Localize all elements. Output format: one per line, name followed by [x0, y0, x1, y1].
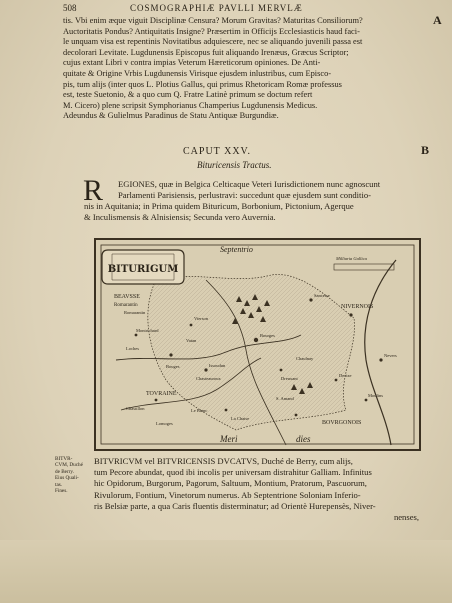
region-label: Milliaria Gallica: [336, 256, 367, 261]
south-label-right: dies: [296, 434, 311, 444]
text-line: tis. Vbi enim æque viguit Disciplinæ Censura? Morum Gravitas? Maturitas Consiliorum?: [63, 16, 363, 25]
margin-note: tas.: [55, 481, 63, 488]
blank-lower-margin: [0, 540, 452, 603]
region-label: Romarantin: [114, 303, 138, 308]
paragraph-bituricum: [94, 456, 419, 523]
text-line: Rivulorum, Fontium, Vinetorum numerus. Ab Septentrione Soloniam Inferio-: [94, 489, 361, 500]
text-line: nis in Aquitania; in Prima quidem Bituricum, Borbonium, Pictonium, Agerque: [84, 201, 354, 211]
margin-letter-b: B: [421, 143, 430, 157]
town-label: Moulins: [368, 393, 384, 398]
text-line: le unquam visa est repentinis Novitatibus adquiescere, nec se aliquando juvenili passa est: [63, 37, 363, 47]
town-label: La Chaise: [231, 416, 250, 421]
town-label: Chasteauroux: [196, 376, 221, 381]
north-label: Septentrio: [220, 245, 253, 254]
margin-note: CVM, Duché: [55, 462, 83, 469]
text-line: quitate & Origine Vrbis Lugdunensis Virisque ejusdem inlustribus, cum Episco-: [63, 68, 332, 78]
text-line: BITVRICVM vel BITVRICENSIS DVCATVS, Duché de Berry, cum alijs,: [94, 456, 353, 466]
town-label: Loches: [126, 346, 139, 351]
town-label: Romarantin: [124, 310, 146, 315]
running-title: COSMOGRAPHIÆ PAVLLI MERVLÆ: [130, 3, 303, 13]
town-label: Nevers: [384, 353, 397, 358]
town-label: Le Blanc: [191, 408, 208, 413]
margin-notes: [55, 456, 91, 494]
margin-note: Fines.: [55, 488, 68, 495]
text-line: pis, tum alijs (inter quos L. Plotius Gallus, qui primus Rhetoricam Romæ professus: [63, 79, 342, 89]
map-drawing: [96, 240, 419, 449]
town-label: Dreuxant: [281, 376, 298, 381]
text-line: cujus extant Libri v contra impias Veterum Hæreticorum opiniones. De Anti-: [63, 58, 321, 68]
text-line: hic Opidorum, Burgorum, Pagorum, Saltuum, Montium, Pratorum, Pascuorum,: [94, 478, 367, 489]
region-label: BEAVSSE: [114, 294, 140, 300]
region-label: BOVRGONOIS: [322, 420, 362, 426]
town-label: Vierson: [194, 316, 208, 321]
town-label: Decize: [339, 373, 352, 378]
text-line: decolorari Levitate. Lugdunensis Episcopus fuit aliquando Irenæus, Græcus Scriptor;: [63, 47, 349, 57]
text-line: Auctoritatis Pondus? Antiquitatis Insigne? Præsertim in Officijs Ecclesiasticis haud faci-: [63, 26, 360, 36]
page-number: 508: [63, 3, 77, 13]
text-line: & Inculismensis & Alnisiensis; Secunda vero Auvernia.: [84, 212, 276, 222]
text-line: EGIONES, quæ in Belgica Celticaque Veteri Iurisdictionem nunc agnoscunt: [118, 179, 381, 189]
margin-letter-a: A: [433, 13, 442, 27]
drop-cap: R: [83, 174, 104, 207]
town-label: Sancerre: [314, 293, 330, 298]
text-line: M. Cicero) plene scripsit Symphorianus Champerius Lugdunensis Medicus.: [63, 100, 318, 110]
town-label: Bourges: [260, 333, 275, 338]
town-label: Chastillon: [126, 406, 145, 411]
town-label: Montrichard: [136, 328, 159, 333]
town-label: Chaulnay: [296, 356, 314, 361]
scale-bar: [334, 264, 394, 270]
margin-note: Eius Quali-: [55, 475, 79, 482]
town-label: Vatan: [186, 338, 197, 343]
text-line: nenses,: [393, 512, 419, 523]
text-line: Adeundus & Gulielmus Paradinus de Statu Antiquæ Burgundiæ.: [63, 111, 279, 121]
region-label: TOVRAINE: [146, 391, 177, 397]
town-label: Bouges: [166, 364, 180, 369]
paragraph-lugdunum: [63, 16, 423, 122]
margin-note: BITVR-: [55, 456, 73, 462]
text-line: est, teste Suetonio, & a quo cum Q. Fratre Latinè primum se doctum refert: [63, 90, 313, 100]
text-line: tum Pecore abundat, quod ibi incolis per universam distrahitur Galliam. Infinitus: [94, 467, 372, 478]
town-label: Issoudun: [209, 363, 226, 368]
paragraph-regiones: [84, 179, 418, 223]
text-line: Parlamenti Parisiensis, perlustravi: succedunt quæ ejusdem sunt conditio-: [118, 190, 371, 200]
town-label: Lomoges: [156, 421, 173, 426]
chapter-heading: CAPUT XXV.: [183, 146, 251, 157]
chapter-subtitle: Bituricensis Tractus.: [197, 160, 272, 170]
cartouche-title: BITURIGUM: [107, 264, 179, 275]
margin-note: de Berry.: [55, 468, 74, 475]
text-line: ris Belsiæ parte, a qua Caris fluentis disterminatur; ad Orientè Hurepensès, Niver-: [94, 500, 376, 511]
town-label: S. Amand: [276, 396, 294, 401]
south-label-left: Meri: [220, 434, 238, 444]
engraved-map: [94, 238, 421, 451]
region-label: NIVERNOIS: [341, 304, 374, 310]
